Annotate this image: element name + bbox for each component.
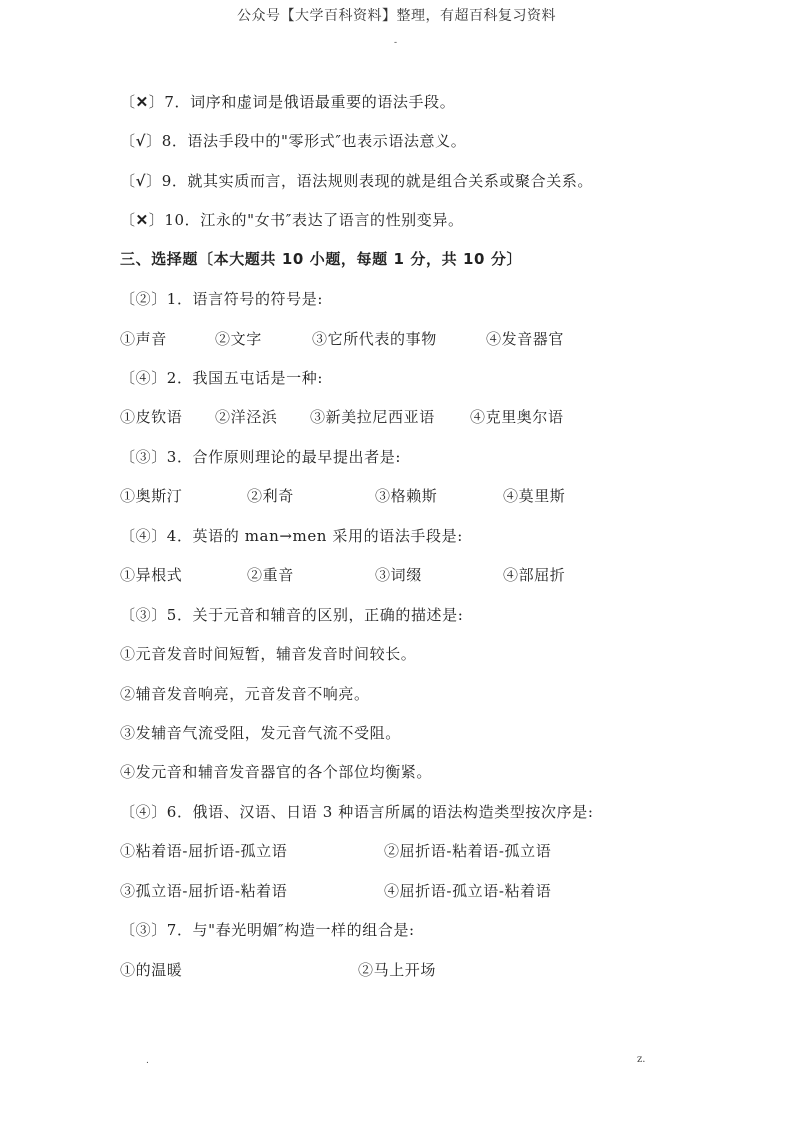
q7-option-2: ②马上开场 (358, 961, 437, 979)
q5-option-1: ①元音发音时间短暂，辅音发音时间较长。 (120, 645, 417, 663)
check-mark-icon: √ (135, 132, 147, 150)
q2-option-2: ②洋泾浜 (215, 408, 278, 426)
question-3-stem: 〔③〕3．合作原则理论的最早提出者是: (120, 448, 401, 466)
q4-option-4: ④部屈折 (503, 566, 566, 584)
q7-option-1: ①的温暖 (120, 961, 183, 979)
question-1-stem: 〔②〕1．语言符号的符号是: (120, 290, 323, 308)
q1-option-1: ①声音 (120, 330, 167, 348)
judge-item-9: 〔√〕9．就其实质而言，语法规则表现的就是组合关系或聚合关系。 (120, 172, 594, 190)
judge-item-8: 〔√〕8．语法手段中的"零形式″也表示语法意义。 (120, 132, 467, 150)
q1-option-2: ②文字 (215, 330, 262, 348)
cross-mark-icon: ✕ (135, 93, 149, 111)
question-2-stem: 〔④〕2．我国五屯话是一种: (120, 369, 323, 387)
q3-option-3: ③格赖斯 (375, 487, 438, 505)
footer-left-mark: . (146, 1056, 149, 1066)
q2-option-1: ①皮钦语 (120, 408, 183, 426)
q6-option-1: ①粘着语-屈折语-孤立语 (120, 842, 288, 860)
header-dash: - (394, 38, 398, 48)
q6-option-2: ②屈折语-粘着语-孤立语 (384, 842, 552, 860)
question-7-stem: 〔③〕7．与"春光明媚″构造一样的组合是: (120, 921, 415, 939)
check-mark-icon: √ (135, 172, 147, 190)
q4-option-2: ②重音 (247, 566, 294, 584)
q4-option-3: ③词缀 (375, 566, 422, 584)
q1-option-3: ③它所代表的事物 (312, 330, 437, 348)
cross-mark-icon: ✕ (135, 211, 149, 229)
q2-option-4: ④克里奥尔语 (470, 408, 564, 426)
q3-option-2: ②利奇 (247, 487, 294, 505)
q6-option-4: ④屈折语-孤立语-粘着语 (384, 882, 552, 900)
question-5-stem: 〔③〕5．关于元音和辅音的区别，正确的描述是: (120, 606, 464, 624)
question-6-stem: 〔④〕6．俄语、汉语、日语 3 种语言所属的语法构造类型按次序是: (120, 803, 594, 821)
q5-option-4: ④发元音和辅音发音器官的各个部位均衡紧。 (120, 763, 433, 781)
q2-option-3: ③新美拉尼西亚语 (310, 408, 435, 426)
footer-right-mark: z. (637, 1054, 646, 1065)
q3-option-4: ④莫里斯 (503, 487, 566, 505)
page-header: 公众号【大学百科资料】整理，有超百科复习资料 (237, 8, 556, 24)
q5-option-3: ③发辅音气流受阻，发元音气流不受阻。 (120, 724, 401, 742)
judge-item-10: 〔✕〕10．江永的"女书″表达了语言的性别变异。 (120, 211, 464, 229)
q1-option-4: ④发音器官 (486, 330, 565, 348)
q3-option-1: ①奥斯汀 (120, 487, 183, 505)
q4-option-1: ①异根式 (120, 566, 183, 584)
q6-option-3: ③孤立语-屈折语-粘着语 (120, 882, 288, 900)
q5-option-2: ②辅音发音响亮，元音发音不响亮。 (120, 685, 370, 703)
question-4-stem: 〔④〕4．英语的 man→men 采用的语法手段是: (120, 527, 463, 545)
judge-item-7: 〔✕〕7．词序和虚词是俄语最重要的语法手段。 (120, 93, 456, 111)
section-3-title: 三、选择题〔本大题共 10 小题，每题 1 分，共 10 分〕 (120, 250, 523, 268)
